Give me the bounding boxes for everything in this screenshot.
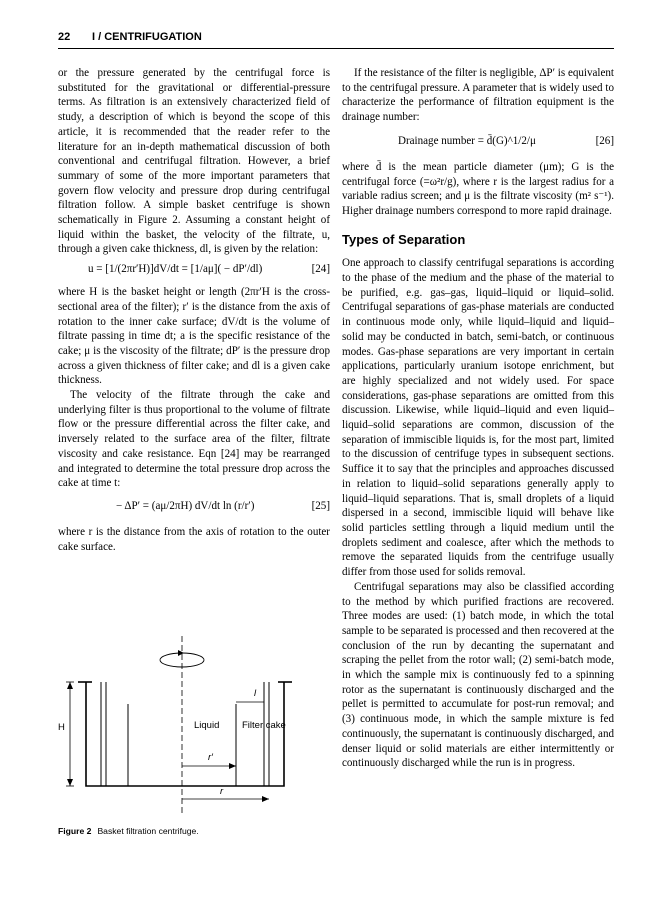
equation-formula: Drainage number = d̄(G)^1/2/μ xyxy=(398,134,536,147)
equation-number: [25] xyxy=(311,499,330,512)
label-h: H xyxy=(58,722,65,733)
paragraph: Centrifugal separations may also be classified according to the method by which purified fractions are recovered. Three modes are used: (1) batch mode, in which the total sample to be separated is processed and then recovered at the conclusion of the run by decanting the supernatant and scraping the pellet from the rotor wall; (2) semi-batch mode, in which the sample mix is continuously fed to a spinning rotor as the supernatant is continuously discharged and the pellet is permitted to accumulate for post-run removal; and (3) continuous mode, in which the sample mixture is fed continuously, the supernatant is continuously discharged, and denser liquid or solid materials are either intermittently or continuously discharged while the run is in progress. xyxy=(342,580,614,770)
equation-number: [26] xyxy=(595,134,614,147)
running-header xyxy=(58,28,614,49)
paragraph: where r is the distance from the axis of rotation to the outer cake surface. xyxy=(58,525,330,553)
equation-24 xyxy=(58,262,330,279)
paragraph: or the pressure generated by the centrifugal force is substituted for the gravitational or differential-pressure terms. As filtration is an extensively characterized field of study, a description of which is beyond the scope of this article, it is recommended that the reader refer to the literature for an in-depth mathematical discussion of both conventional and centrifugal filtration. However, a brief summary of some of the more important parameters that govern flow velocity and pressure drop during centrifugal filtration follow. A simple basket centrifuge is shown schematically in Figure 2. Assuming a constant height of liquid within the basket, the velocity of the filtrate, u, through a given cake thickness, dl, is given by the relation: xyxy=(58,67,330,256)
label-l: l xyxy=(254,688,257,699)
equation-number: [24] xyxy=(311,263,330,276)
section-heading: Types of Separation xyxy=(342,231,466,247)
equation-formula: u = [1/(2πr′H)]dV/dt = [1/aμ]( − dP′/dl) xyxy=(88,263,263,276)
page-number: 22 xyxy=(58,31,71,43)
label-filter-cake: Filter cake xyxy=(242,720,286,731)
equation-formula: − ΔP′ = (aμ/2πH) dV/dt ln (r/r′) xyxy=(116,499,255,512)
left-column xyxy=(58,66,330,554)
caption-text: Basket filtration centrifuge. xyxy=(97,826,199,836)
arrow-head-icon xyxy=(178,650,184,656)
paragraph: One approach to classify centrifugal separations is according to the phase of the medium and the phase of the material to be purified, e.g. gas–gas, liquid–liquid or liquid–solid. Centrifugal separations of gas-phase materials are conducted in continuous mode only, while liquid–liquid and liquid–solid may be conducted in batch, semi-batch, or continuous modes. Gas-phase separations are very important in certain applications, particularly uranium isotope enrichment, but are highly specialized and not widely used. For space considerations, gas-phase separations are omitted from this discussion. Likewise, while liquid–liquid and even liquid–liquid–solid separations are common, discussion of the separation of immiscible liquids is, for the most part, limited to the discussion of centrifuge types in subsequent sections. Suffice it to say that the principles and approaches discussed in relation to liquid–solid separations generally apply to liquid–liquid separations. That is, small droplets of a liquid dispersed in a second, immiscible liquid will behave like solid particles settling through a liquid medium until the droplets sediment and coalesce, after which the methods to remove the separated liquids from the centrifuge usually differ from those used for solids removal. xyxy=(342,257,614,579)
paragraph: If the resistance of the filter is negligible, ΔP′ is equivalent to the centrifugal pressure. A parameter that is widely used to characterize the performance of filtration equipment is the drainage number: xyxy=(342,67,614,124)
equation-25 xyxy=(58,499,330,516)
equation-26 xyxy=(342,134,614,151)
section-title: I / CENTRIFUGATION xyxy=(92,31,202,43)
basket-centrifuge-diagram xyxy=(58,636,330,821)
label-liquid: Liquid xyxy=(194,720,220,731)
paragraph: The velocity of the filtrate through the cake and underlying filter is thus proportional to the volume of filtrate flow or the pressure differential across the filter cake, and inversely related to the surface area of the filter, filtrate viscosity and cake resistance. Eqn [24] may be rearranged and integrated to determine the total pressure drop across the cake at time t: xyxy=(58,389,330,490)
right-column xyxy=(342,66,614,771)
label-r-prime: r′ xyxy=(208,752,213,763)
caption-label: Figure 2 xyxy=(58,826,92,836)
paragraph: where H is the basket height or length (2πr′H is the cross-sectional area of the filter); r′ is the distance from the axis of rotation to the inner cake surface; dV/dt is the volume of filtrate passing in time dt; a is the specific resistance of the cake; μ is the viscosity of the filtrate; dP′ is the pressure drop across a given thickness of filter cake; and dl is a given cake thickness. xyxy=(58,286,330,387)
figure-caption xyxy=(58,826,330,836)
label-r: r xyxy=(220,786,224,797)
figure-2 xyxy=(58,636,330,846)
paragraph: where d̄ is the mean particle diameter (μm); G is the centrifugal force (=ω²r/g), where r is the largest radius for a variable radius screen; and μ is the filtrate viscosity (m² s⁻¹). Higher drainage numbers correspond to more rapid drainage. xyxy=(342,160,614,217)
